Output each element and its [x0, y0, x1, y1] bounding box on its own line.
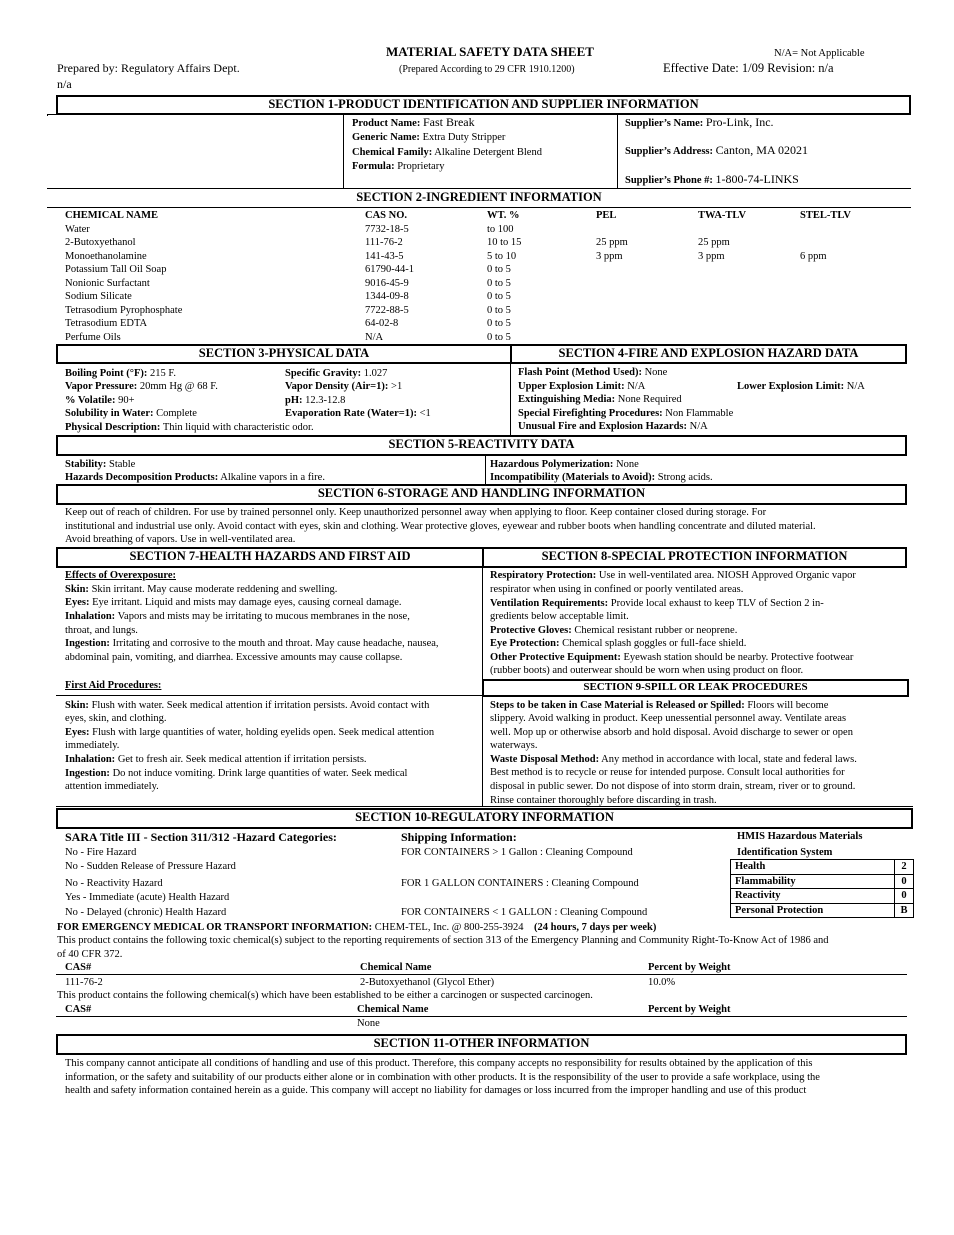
s3-s4-divider: [510, 364, 511, 435]
effects-ingestion-2: abdominal pain, vomiting, and diarrhea. Excessive amounts may cause collapse.: [65, 652, 403, 663]
section-9-header: SECTION 9-SPILL OR LEAK PROCEDURES: [482, 679, 909, 697]
hmis-row: [731, 903, 914, 918]
formula-value: Proprietary: [397, 161, 445, 172]
vapor-pressure: [65, 380, 218, 394]
ingredient-wt: 10 to 15: [487, 237, 522, 248]
other-info-line-1: This company cannot anticipate all conditions of handling and use of this product. Therefore, this company accepts no responsibility for results obtained by the application of this: [65, 1058, 813, 1069]
product-name-value: Fast Break: [422, 115, 475, 129]
section-2-header: SECTION 2-INGREDIENT INFORMATION: [356, 190, 602, 204]
uel-label: Upper Explosion Limit:: [518, 381, 625, 392]
first-aid-eyes: [65, 726, 434, 740]
hmis-label: Reactivity: [731, 889, 895, 904]
first-aid-heading: First Aid Procedures:: [65, 680, 162, 691]
first-aid-skin-label: Skin:: [65, 700, 89, 711]
ingredient-table: [65, 209, 905, 344]
first-aid-eyes-value: Flush with large quantities of water, holding eyelids open. Seek medical attention: [92, 727, 435, 738]
spill-steps-4: waterways.: [490, 740, 538, 751]
toxic-col-cas: CAS#: [65, 962, 92, 973]
spill-steps-value: Floors will become: [747, 700, 829, 711]
table-row: [65, 223, 905, 237]
waste-value: Any method in accordance with local, state and federal laws.: [601, 754, 857, 765]
ingredient-cas: 7722-88-5: [365, 304, 409, 316]
chemical-family: [352, 146, 542, 160]
other-info-line-2: information, or the safety and suitability of our products either alone or in combination with other products. It is the responsibility of the user to provide a safe workplace, using the: [65, 1072, 820, 1083]
vent-value: Provide local exhaust to keep TLV of Section 2 in-: [610, 598, 824, 609]
effects-eyes-label: Eyes:: [65, 597, 90, 608]
ingredient-cas: 9016-45-9: [365, 277, 409, 289]
sara-item: Yes - Immediate (acute) Health Hazard: [65, 892, 230, 903]
supplier-name-label: Supplier’s Name:: [625, 118, 704, 129]
shipping-line-1: FOR CONTAINERS > 1 Gallon : Cleaning Compound: [401, 847, 633, 858]
col-cas-no: CAS NO.: [365, 210, 408, 221]
storage-line-1: Keep out of reach of children. For use by trained personnel only. Keep unauthorized personnel away when applying to floor. Keep container closed during storage. For: [65, 507, 767, 518]
ingredient-twa: 3 ppm: [698, 250, 725, 262]
document-title: MATERIAL SAFETY DATA SHEET: [386, 44, 594, 59]
ingredient-name: Tetrasodium EDTA: [65, 318, 148, 329]
flash-point: [518, 366, 667, 380]
first-aid-inhalation-value: Get to fresh air. Seek medical attention if irritation persists.: [117, 754, 367, 765]
toxic-name: 2-Butoxyethanol (Glycol Ether): [360, 977, 495, 988]
toxic-col-pct: Percent by Weight: [648, 962, 731, 973]
col-pel: PEL: [596, 210, 617, 221]
ingredient-name: Sodium Silicate: [65, 291, 132, 302]
ingredient-wt: 0 to 5: [487, 318, 511, 329]
eye-value: Chemical splash goggles or full-face shield.: [562, 638, 747, 649]
first-aid-eyes-2: immediately.: [65, 740, 120, 751]
incompatibility: [490, 471, 713, 485]
ingredient-wt: to 100: [487, 223, 514, 235]
vapor-density-label: Vapor Density (Air=1):: [285, 381, 389, 392]
extinguishing-media: [518, 393, 682, 407]
prepared-by: Prepared by: Regulatory Affairs Dept.: [57, 61, 240, 75]
specific-gravity: [285, 367, 387, 381]
effects-skin-value: Skin irritant. May cause moderate reddening and swelling.: [91, 584, 338, 595]
lower-explosion-limit: [737, 380, 865, 394]
section-1-header: SECTION 1-PRODUCT IDENTIFICATION AND SUPPLIER INFORMATION: [56, 95, 911, 115]
na-note: N/A= Not Applicable: [774, 48, 865, 59]
first-aid-inhalation-label: Inhalation:: [65, 754, 116, 765]
ingredient-wt: 0 to 5: [487, 277, 511, 289]
section-5-header: SECTION 5-REACTIVITY DATA: [56, 435, 907, 456]
effects-inhalation-2: throat, and lungs.: [65, 625, 138, 636]
toxic-cas: 111-76-2: [65, 977, 103, 988]
product-name-label: Product Name:: [352, 118, 421, 129]
table-row: [65, 290, 905, 304]
carc-col-pct: Percent by Weight: [648, 1004, 731, 1015]
sara-item: No - Reactivity Hazard: [65, 878, 163, 889]
waste-disposal-3: disposal in public sewer. Do not dispose of into storm drain, stream, river or to ground.: [490, 781, 856, 792]
effects-ingestion-label: Ingestion:: [65, 638, 110, 649]
first-aid-skin-2: eyes, skin, and clothing.: [65, 713, 167, 724]
ingredient-cas: 64-02-8: [365, 318, 399, 329]
ingredient-pel: 25 ppm: [596, 237, 628, 248]
generic-name-label: Generic Name:: [352, 132, 420, 143]
s1-top-rule: [47, 114, 911, 115]
supplier-name: [625, 116, 774, 131]
generic-name-value: Extra Duty Stripper: [422, 132, 506, 143]
ingredient-stel: 6 ppm: [800, 250, 827, 262]
ingredient-name: Water: [65, 223, 90, 235]
hmis-label: Health: [731, 860, 895, 875]
table-row: [65, 263, 905, 277]
hmis-row: [731, 874, 914, 889]
ingredient-rows: [65, 223, 905, 345]
table-row: [65, 331, 905, 345]
special-firefighting: [518, 407, 733, 421]
physical-description: [65, 421, 314, 435]
vapor-pressure-value: 20mm Hg @ 68 F.: [139, 381, 218, 392]
section-6-header: SECTION 6-STORAGE AND HANDLING INFORMATION: [56, 484, 907, 505]
effects-eyes: [65, 596, 401, 610]
spill-steps-2: slippery. Avoid walking in product. Keep unessential personnel away. Ventilate areas: [490, 713, 847, 724]
spill-steps: [490, 699, 899, 713]
ph: [285, 394, 345, 408]
flash-point-label: Flash Point (Method Used):: [518, 367, 642, 378]
first-aid-rule: [56, 695, 482, 696]
boiling-point-value: 215 F.: [150, 368, 176, 379]
formula: [352, 160, 444, 174]
lel-value: N/A: [846, 381, 865, 392]
toxic-line-2: of 40 CFR 372.: [57, 949, 123, 960]
respiratory-protection: [490, 569, 856, 583]
hp-label: Hazardous Polymerization:: [490, 459, 614, 470]
hdp-value: Alkaline vapors in a fire.: [220, 472, 325, 483]
boiling-point-label: Boiling Point (°F):: [65, 368, 148, 379]
effects-ingestion-value: Irritating and corrosive to the mouth and throat. May cause headache, nausea,: [112, 638, 439, 649]
eye-label: Eye Protection:: [490, 638, 560, 649]
emergency-label: FOR EMERGENCY MEDICAL OR TRANSPORT INFORMATION:: [57, 922, 373, 933]
document-subtitle: (Prepared According to 29 CFR 1910.1200): [399, 64, 575, 75]
uel-value: N/A: [627, 381, 646, 392]
ingredient-cas: 7732-18-5: [365, 223, 409, 235]
supplier-phone-value: 1-800-74-LINKS: [715, 172, 799, 186]
hmis-label: Flammability: [731, 874, 895, 889]
volatile-label: % Volatile:: [65, 395, 116, 406]
ventilation: [490, 597, 824, 611]
hmis-table: [730, 859, 914, 918]
ph-label: pH:: [285, 395, 303, 406]
supplier-address-label: Supplier’s Address:: [625, 146, 714, 157]
hmis-title-2: Identification System: [737, 847, 833, 858]
ingredient-wt: 5 to 10: [487, 250, 517, 262]
resp-value: Use in well-ventilated area. NIOSH Approved Organic vapor: [598, 570, 856, 581]
specific-gravity-value: 1.027: [363, 368, 388, 379]
sara-item: No - Sudden Release of Pressure Hazard: [65, 861, 236, 872]
first-aid-eyes-label: Eyes:: [65, 727, 90, 738]
effects-inhalation: [65, 610, 410, 624]
ph-value: 12.3-12.8: [305, 395, 346, 406]
other-protective: [490, 651, 853, 665]
other-label: Other Protective Equipment:: [490, 652, 621, 663]
protective-gloves: [490, 624, 737, 638]
ext-label: Extinguishing Media:: [518, 394, 616, 405]
product-name: [352, 116, 475, 131]
waste-label: Waste Disposal Method:: [490, 754, 600, 765]
carc-col-cas: CAS#: [65, 1004, 92, 1015]
evaporation-rate: [285, 407, 431, 421]
hp-value: None: [615, 459, 639, 470]
effects-skin-label: Skin:: [65, 584, 89, 595]
emergency-info: [57, 921, 656, 935]
ufe-label: Unusual Fire and Explosion Hazards:: [518, 421, 688, 432]
stability-value: Stable: [109, 459, 136, 470]
other-value: Eyewash station should be nearby. Protective footwear: [623, 652, 854, 663]
s1-divider-left: [343, 114, 344, 188]
ingredient-cas: 61790-44-1: [365, 264, 414, 275]
section-10-header: SECTION 10-REGULATORY INFORMATION: [56, 808, 913, 829]
col-twa-tlv: TWA-TLV: [698, 210, 747, 221]
unusual-hazards: [518, 420, 708, 434]
s1-bottom-rule: [47, 188, 911, 189]
first-aid-ingestion-label: Ingestion:: [65, 768, 110, 779]
hmis-value: B: [895, 903, 914, 918]
s1-divider-right: [617, 114, 618, 188]
first-aid-ingestion-2: attention immediately.: [65, 781, 159, 792]
effects-inhalation-value: Vapors and mists may be irritating to mucous membranes in the nose,: [117, 611, 410, 622]
table-row: [65, 304, 905, 318]
stability-label: Stability:: [65, 459, 107, 470]
volatile-value: 90+: [118, 395, 135, 406]
vapor-pressure-label: Vapor Pressure:: [65, 381, 138, 392]
sara-item: No - Fire Hazard: [65, 847, 137, 858]
hmis-value: 2: [895, 860, 914, 875]
generic-name: [352, 131, 505, 145]
lel-label: Lower Explosion Limit:: [737, 381, 845, 392]
waste-disposal-4: Rinse container thoroughly before discarding in trash.: [490, 795, 717, 806]
ingredient-cas: 1344-09-8: [365, 291, 409, 302]
carc-name: None: [357, 1018, 380, 1029]
section-4-header: SECTION 4-FIRE AND EXPLOSION HAZARD DATA: [510, 344, 907, 364]
first-aid-skin-value: Flush with water. Seek medical attention if irritation persists. Avoid contact with: [91, 700, 430, 711]
first-aid-inhalation: [65, 753, 367, 767]
sara-item: No - Delayed (chronic) Health Hazard: [65, 907, 227, 918]
ingredient-name: Monoethanolamine: [65, 250, 147, 262]
col-chemical-name: CHEMICAL NAME: [65, 210, 159, 221]
toxic-col-name: Chemical Name: [360, 962, 432, 973]
section-8-header: SECTION 8-SPECIAL PROTECTION INFORMATION: [482, 547, 907, 568]
effects-skin: [65, 583, 337, 597]
carcinogen-line: This product contains the following chemical(s) which have been established to be either a carcinogen or suspected carcinogen.: [57, 990, 593, 1001]
sfp-label: Special Firefighting Procedures:: [518, 408, 663, 419]
s5-divider: [485, 456, 486, 484]
effects-inhalation-label: Inhalation:: [65, 611, 116, 622]
gloves-value: Chemical resistant rubber or neoprene.: [574, 625, 738, 636]
ingredient-pel: 3 ppm: [596, 250, 623, 262]
section-11-header: SECTION 11-OTHER INFORMATION: [56, 1034, 907, 1055]
supplier-phone: [625, 173, 799, 188]
carc-rule: [56, 1016, 907, 1017]
section-7-header: SECTION 7-HEALTH HAZARDS AND FIRST AID: [56, 547, 484, 568]
boiling-point: [65, 367, 176, 381]
first-aid-ingestion: [65, 767, 407, 781]
resp-label: Respiratory Protection:: [490, 570, 597, 581]
col-wt-pct: WT. %: [487, 210, 520, 221]
shipping-line-2: FOR 1 GALLON CONTAINERS : Cleaning Compound: [401, 878, 639, 889]
ingredient-name: Tetrasodium Pyrophosphate: [65, 304, 183, 316]
spill-steps-label: Steps to be taken in Case Material is Released or Spilled:: [490, 700, 745, 711]
ingredient-table-header: [65, 209, 905, 223]
inc-label: Incompatibility (Materials to Avoid):: [490, 472, 656, 483]
evaporation-rate-label: Evaporation Rate (Water=1):: [285, 408, 417, 419]
toxic-pct: 10.0%: [648, 977, 676, 988]
ingredient-wt: 0 to 5: [487, 264, 511, 275]
other-info-line-3: health and safety information contained herein as a guide. This company will accept no liability for damages or loss incurred from the improper handling and use of this product: [65, 1085, 807, 1096]
formula-label: Formula:: [352, 161, 395, 172]
ventilation-2: gredients below acceptable limit.: [490, 611, 629, 622]
first-aid-skin: [65, 699, 429, 713]
col-stel-tlv: STEL-TLV: [800, 210, 851, 221]
sfp-value: Non Flammable: [665, 408, 734, 419]
hmis-row: [731, 889, 914, 904]
hmis-value: 0: [895, 874, 914, 889]
emergency-hours: (24 hours, 7 days per week): [534, 922, 657, 933]
first-aid-ingestion-value: Do not induce vomiting. Drink large quantities of water. Seek medical: [112, 768, 408, 779]
hdp-label: Hazards Decomposition Products:: [65, 472, 219, 483]
upper-explosion-limit: [518, 380, 645, 394]
storage-line-3: Avoid breathing of vapors. Use in well-ventilated area.: [65, 534, 296, 545]
table-row: [65, 236, 905, 250]
ingredient-cas: N/A: [365, 331, 384, 343]
hmis-title-1: HMIS Hazardous Materials: [737, 831, 863, 842]
hmis-label: Personal Protection: [731, 903, 895, 918]
ingredient-name: 2-Butoxyethanol: [65, 237, 136, 248]
specific-gravity-label: Specific Gravity:: [285, 368, 362, 379]
ingredient-name: Potassium Tall Oil Soap: [65, 264, 167, 275]
chemical-family-label: Chemical Family:: [352, 147, 433, 158]
ingredient-wt: 0 to 5: [487, 304, 511, 316]
vapor-density-value: >1: [391, 381, 403, 392]
supplier-phone-label: Supplier’s Phone #:: [625, 175, 713, 186]
toxic-line-1: This product contains the following toxic chemical(s) subject to the reporting requirements of section 313 of the Emergency Planning and Community Right-To-Know Act of 1986 and: [57, 935, 829, 946]
section-3-header: SECTION 3-PHYSICAL DATA: [56, 344, 512, 364]
ingredient-name: Nonionic Surfactant: [65, 277, 150, 289]
s2-rule: [47, 207, 911, 208]
table-row: [65, 317, 905, 331]
shipping-heading: Shipping Information:: [401, 830, 517, 844]
respiratory-protection-2: respirator when using in confined or poorly ventilated areas.: [490, 584, 744, 595]
toxic-rule: [56, 974, 907, 975]
solubility-value: Complete: [156, 408, 197, 419]
hazardous-polymerization: [490, 458, 639, 472]
inc-value: Strong acids.: [657, 472, 713, 483]
sara-heading: SARA Title III - Section 311/312 -Hazard Categories:: [65, 830, 337, 844]
solubility-label: Solubility in Water:: [65, 408, 154, 419]
volatile: [65, 394, 135, 408]
supplier-address-value: Canton, MA 02021: [715, 143, 808, 157]
table-row: [65, 250, 905, 264]
ext-value: None Required: [617, 394, 682, 405]
evaporation-rate-value: <1: [419, 408, 431, 419]
decomposition-products: [65, 471, 325, 485]
table-row: [65, 277, 905, 291]
ingredient-twa: 25 ppm: [698, 237, 730, 248]
supplier-address: [625, 144, 808, 159]
waste-disposal: [490, 753, 857, 767]
ingredient-cas: 141-43-5: [365, 250, 404, 262]
stability: [65, 458, 135, 472]
effects-eyes-value: Eye irritant. Liquid and mists may damage eyes, causing corneal damage.: [92, 597, 402, 608]
ingredient-name: Perfume Oils: [65, 331, 121, 343]
other-protective-2: (rubber boots) and outerwear should be worn when using product on floor.: [490, 665, 804, 676]
waste-disposal-2: Best method is to recycle or reuse for intended purpose. Consult local authorities for: [490, 767, 845, 778]
ingredient-wt: 0 to 5: [487, 291, 511, 302]
s10-top-rule: [56, 806, 913, 807]
hmis-row: [731, 860, 914, 875]
effects-ingestion: [65, 637, 439, 651]
carc-col-name: Chemical Name: [357, 1004, 429, 1015]
hmis-value: 0: [895, 889, 914, 904]
supplier-name-value: Pro-Link, Inc.: [705, 115, 774, 129]
spill-steps-3: well. Mop up or otherwise absorb and hold disposal. Avoid discharge to sewer or open: [490, 727, 853, 738]
vapor-density: [285, 380, 402, 394]
emergency-value: CHEM-TEL, Inc. @ 800-255-3924: [374, 922, 524, 933]
ingredient-wt: 0 to 5: [487, 331, 511, 343]
eye-protection: [490, 637, 746, 651]
physical-description-label: Physical Description:: [65, 422, 161, 433]
prepared-by-2: n/a: [57, 77, 72, 91]
shipping-line-3: FOR CONTAINERS < 1 GALLON : Cleaning Compound: [401, 907, 648, 918]
vent-label: Ventilation Requirements:: [490, 598, 609, 609]
ufe-value: N/A: [689, 421, 708, 432]
chemical-family-value: Alkaline Detergent Blend: [434, 147, 542, 158]
effective-date: Effective Date: 1/09 Revision: n/a: [663, 61, 834, 75]
ingredient-cas: 111-76-2: [365, 237, 403, 248]
storage-line-2: institutional and industrial use only. Avoid contact with eyes, skin and clothing. Wear protective gloves, eyewear and rubber boots when handling concentrate and diluted material.: [65, 521, 816, 532]
flash-point-value: None: [644, 367, 668, 378]
solubility: [65, 407, 197, 421]
gloves-label: Protective Gloves:: [490, 625, 572, 636]
physical-description-value: Thin liquid with characteristic odor.: [162, 422, 314, 433]
effects-heading: Effects of Overexposure:: [65, 570, 176, 581]
